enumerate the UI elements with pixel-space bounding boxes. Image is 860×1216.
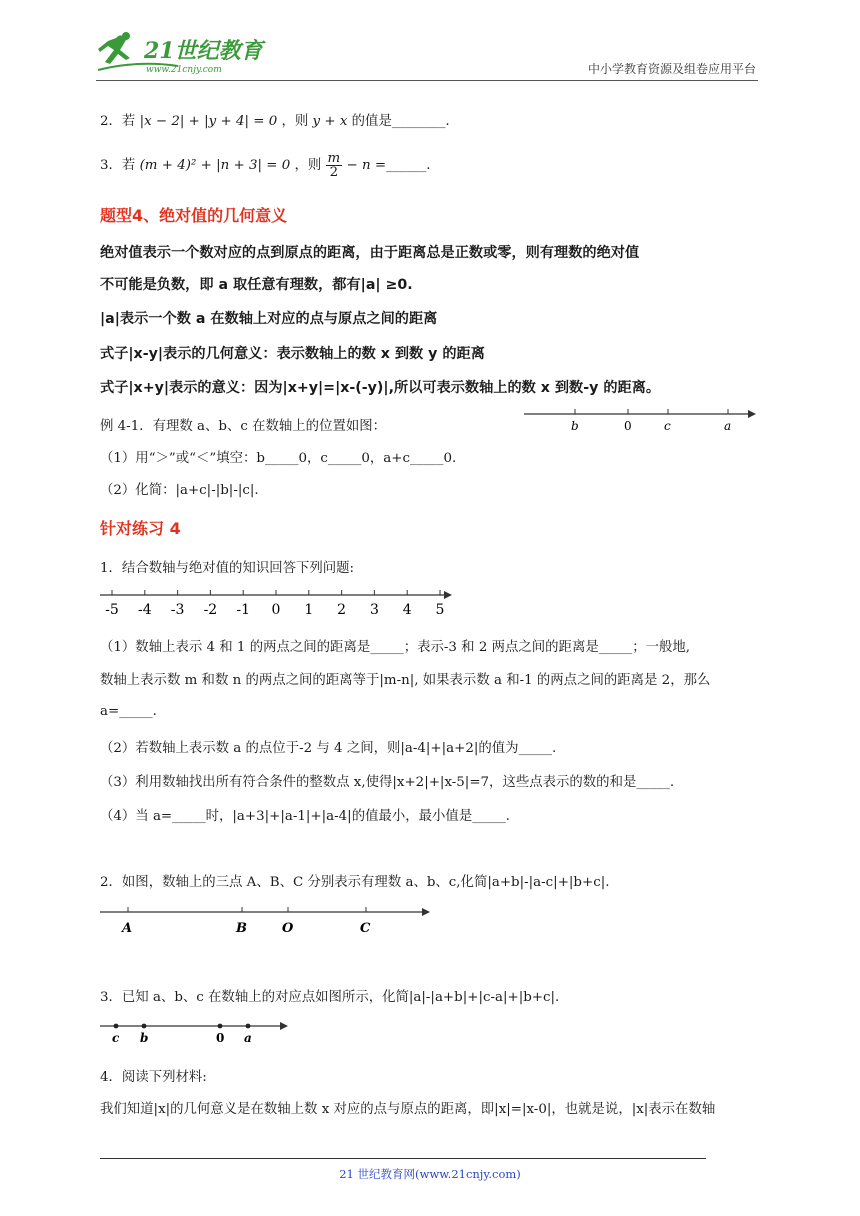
para-3: |a|表示一个数 a 在数轴上对应的点与原点之间的距离	[100, 311, 438, 327]
axis2-tick-label: -5	[105, 602, 119, 618]
example-4-1: 例 4-1．有理数 a、b、c 在数轴上的位置如图：	[100, 419, 387, 434]
section-4-title: 题型4、绝对值的几何意义	[100, 206, 288, 225]
axis2-tick-label: 3	[369, 602, 379, 618]
q3-fraction	[326, 152, 343, 179]
para-4: 式子|x-y|表示的几何意义：表示数轴上的数 x 到数 y 的距离	[100, 346, 485, 362]
axis3-label: B	[236, 921, 247, 936]
axis1-label: 0	[624, 419, 632, 433]
practice-4-title: 针对练习 4	[100, 519, 181, 538]
q2-target: y + x	[312, 114, 348, 129]
runner-logo-icon	[96, 30, 266, 78]
axis2-tick-label: -2	[203, 602, 218, 618]
question-3	[100, 152, 431, 179]
logo-text: 21世纪教育	[144, 38, 263, 64]
q3-frac-num: m	[327, 151, 341, 166]
number-line-integers	[98, 590, 458, 618]
axis2-tick-label: 4	[402, 602, 412, 618]
number-line-abc	[98, 904, 438, 938]
para-1: 绝对值表示一个数对应的点到原点的距离，由于距离总是正数或零，则有理数的绝对值	[100, 245, 640, 261]
example-4-1-part1: （1）用“＞”或“＜”填空：b_____0，c_____0，a+c_____0.	[100, 451, 457, 466]
practice-q1-1b: 数轴上表示数 m 和数 n 的两点之间的距离等于|m-n|, 如果表示数 a 和-1 的两点之间的距离是 2，那么	[100, 673, 711, 688]
practice-q1-1c: a=_____.	[100, 704, 157, 719]
number-line-cba	[98, 1018, 298, 1048]
q2-expression: |x − 2| + |y + 4| = 0	[139, 114, 278, 129]
example-4-1-part2: （2）化简：|a+c|-|b|-|c|.	[100, 483, 259, 498]
logo-url: www.21cnjy.com	[146, 65, 222, 75]
q2-suffix: ，则	[281, 114, 309, 129]
practice-q3: 3．已知 a、b、c 在数轴上的对应点如图所示，化简|a|-|a+b|+|c-a|+|b+c|.	[100, 990, 560, 1005]
q3-prefix: 3．若	[100, 158, 136, 173]
practice-q2: 2．如图，数轴上的三点 A、B、C 分别表示有理数 a、b、c,化简|a+b|-|a-c|+|b+c|.	[100, 875, 610, 890]
axis4-label: a	[244, 1031, 252, 1045]
question-2	[100, 110, 450, 129]
q3-suffix: ，则	[294, 158, 322, 173]
axis1-label: b	[571, 419, 579, 433]
axis2-tick-label: 2	[337, 602, 347, 618]
header-divider	[96, 80, 758, 81]
axis3-label: A	[122, 921, 133, 936]
axis4-label: 0	[216, 1031, 225, 1045]
practice-q1-4: （4）当 a=_____时，|a+3|+|a-1|+|a-4|的值最小，最小值是_____.	[100, 809, 510, 824]
q3-minus-n: − n	[346, 158, 371, 173]
practice-q1-1a: （1）数轴上表示 4 和 1 的两点之间的距离是_____；表示-3 和 2 两点之间的距离是_____；一般地,	[100, 640, 691, 655]
axis2-tick-label: -3	[170, 602, 185, 618]
axis3-label: C	[360, 921, 371, 936]
para-5: 式子|x+y|表示的意义：因为|x+y|=|x-(-y)|,所以可表示数轴上的数 x 到数-y 的距离。	[100, 380, 661, 396]
axis2-tick-label: 1	[304, 602, 314, 618]
axis1-label: c	[664, 419, 671, 433]
q3-frac-den: 2	[329, 165, 339, 180]
q2-tail: 的值是________.	[351, 114, 450, 129]
footer-link[interactable]: 21 世纪教育网(www.21cnjy.com)	[339, 1167, 521, 1181]
number-line-example	[522, 402, 762, 436]
para-2: 不可能是负数，即 a 取任意有理数，都有|a| ≥0.	[100, 277, 413, 293]
axis2-tick-label: -4	[137, 602, 152, 618]
axis4-label: c	[112, 1031, 120, 1045]
q3-expression: (m + 4)² + |n + 3| = 0	[139, 158, 291, 173]
axis1-label: a	[724, 419, 732, 433]
practice-q1-2: （2）若数轴上表示数 a 的点位于-2 与 4 之间，则|a-4|+|a+2|的值为_____.	[100, 741, 557, 756]
q3-tail: =______.	[374, 158, 431, 173]
site-logo[interactable]	[96, 30, 266, 78]
axis2-tick-label: 5	[435, 602, 445, 618]
practice-q4-text: 我们知道|x|的几何意义是在数轴上数 x 对应的点与原点的距离，即|x|=|x-0|，也就是说，|x|表示在数轴	[100, 1102, 716, 1117]
axis3-label: O	[282, 921, 294, 936]
axis4-label: b	[140, 1031, 149, 1045]
footer-divider	[100, 1158, 706, 1159]
q2-prefix: 2．若	[100, 114, 136, 129]
header-slogan: 中小学教育资源及组卷应用平台	[587, 62, 756, 76]
axis2-tick-label: -1	[236, 602, 251, 618]
practice-q1-3: （3）利用数轴找出所有符合条件的整数点 x,使得|x+2|+|x-5|=7，这些点表示的数的和是_____.	[100, 775, 675, 790]
axis2-tick-label: 0	[271, 602, 281, 618]
practice-q1: 1．结合数轴与绝对值的知识回答下列问题:	[100, 561, 355, 576]
practice-q4: 4．阅读下列材料:	[100, 1070, 207, 1085]
